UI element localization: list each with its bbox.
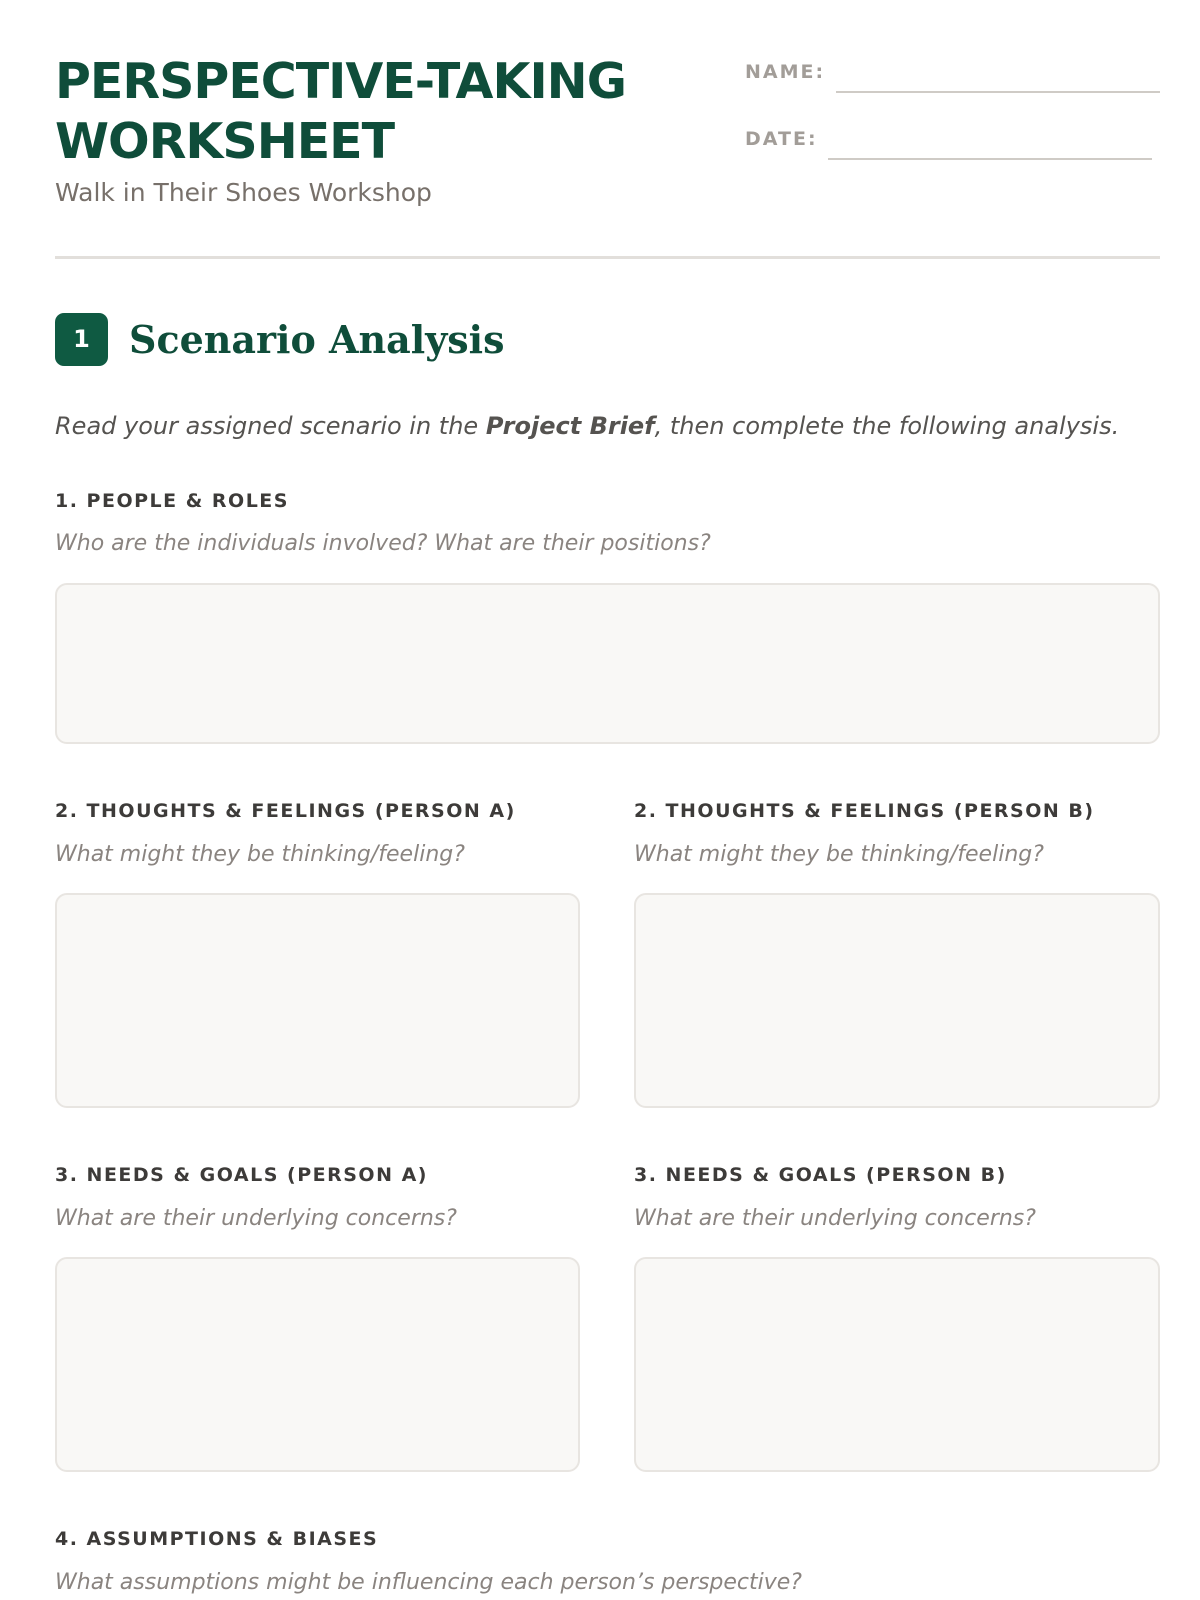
instructions-text-before: Read your assigned scenario in the: [55, 412, 486, 440]
instructions-emphasis: Project Brief: [485, 412, 655, 440]
page-title: [55, 52, 626, 172]
needs-b-hint: What are their underlying concerns?: [634, 1206, 1036, 1231]
page-subtitle: Walk in Their Shoes Workshop: [55, 178, 432, 207]
section-number-badge: 1: [55, 313, 108, 366]
thoughts-b-label: 2. THOUGHTS & FEELINGS (PERSON B): [634, 800, 1095, 822]
title-line-2: WORKSHEET: [55, 113, 395, 170]
name-label: NAME:: [745, 61, 826, 83]
thoughts-b-hint: What might they be thinking/feeling?: [634, 842, 1044, 867]
thoughts-b-answer-box[interactable]: [634, 893, 1160, 1108]
people-roles-hint: Who are the individuals involved? What are their positions?: [55, 531, 711, 556]
needs-a-hint: What are their underlying concerns?: [55, 1206, 457, 1231]
section-title: Scenario Analysis: [129, 317, 505, 362]
title-line-1: PERSPECTIVE-TAKING: [55, 53, 626, 110]
thoughts-a-hint: What might they be thinking/feeling?: [55, 842, 465, 867]
people-roles-label: 1. PEOPLE & ROLES: [55, 490, 289, 512]
thoughts-a-label: 2. THOUGHTS & FEELINGS (PERSON A): [55, 800, 516, 822]
needs-b-answer-box[interactable]: [634, 1257, 1160, 1472]
header-divider: [55, 256, 1160, 259]
assumptions-hint: What assumptions might be influencing each person’s perspective?: [55, 1570, 802, 1595]
name-field[interactable]: [836, 91, 1160, 93]
date-field[interactable]: [828, 158, 1152, 160]
assumptions-label: 4. ASSUMPTIONS & BIASES: [55, 1528, 379, 1550]
section-instructions: [55, 412, 1160, 440]
needs-a-label: 3. NEEDS & GOALS (PERSON A): [55, 1164, 428, 1186]
needs-a-answer-box[interactable]: [55, 1257, 580, 1472]
thoughts-a-answer-box[interactable]: [55, 893, 580, 1108]
needs-b-label: 3. NEEDS & GOALS (PERSON B): [634, 1164, 1007, 1186]
worksheet-page: [55, 0, 1160, 1600]
instructions-text-after: , then complete the following analysis.: [654, 412, 1120, 440]
people-roles-answer-box[interactable]: [55, 583, 1160, 744]
date-label: DATE:: [745, 128, 818, 150]
